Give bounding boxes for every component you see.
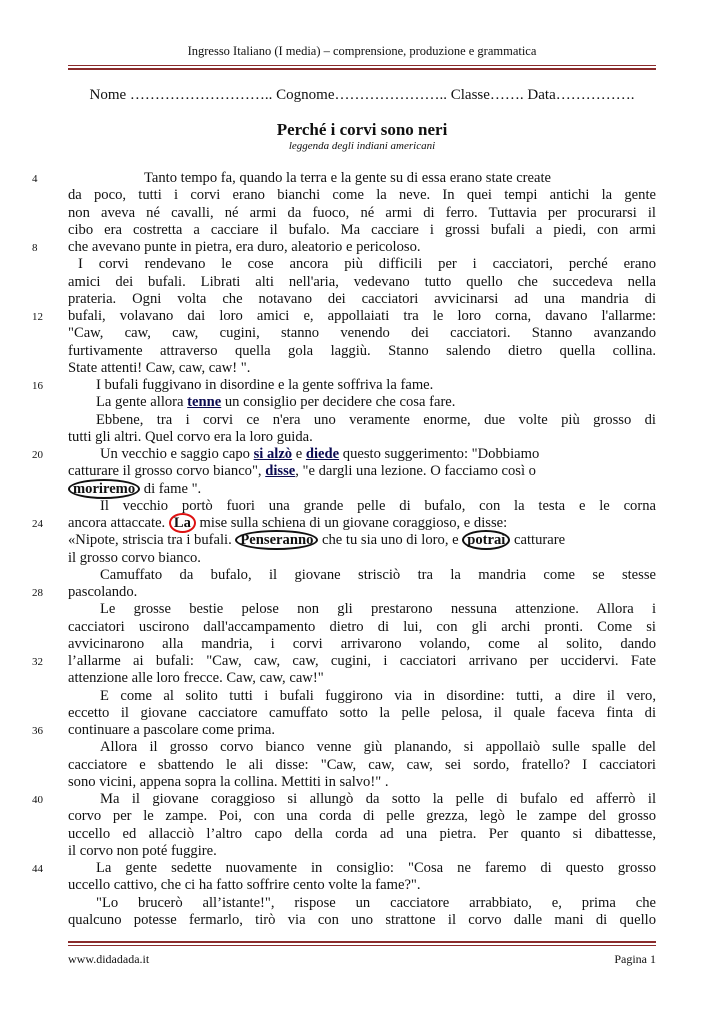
text-line: 36 continuare a pascolare come prima. bbox=[68, 722, 656, 739]
text-line: corvo per le zampe. Poi, con una corda di pelle grezza, legò le zampe del grosso bbox=[68, 808, 656, 825]
story-subtitle: leggenda degli indiani americani bbox=[288, 140, 436, 152]
text-line: Le grosse bestie pelose non gli prestarono nessuna attenzione. Allora i bbox=[100, 601, 656, 618]
text-line: I corvi rendevano le cose ancora più difficili per i cacciatori, perché erano bbox=[78, 256, 656, 273]
text-line: 20 Un vecchio e saggio capo si alzò e diede questo suggerimento: "Dobbiamo bbox=[68, 446, 656, 463]
header-rule-thick bbox=[68, 68, 656, 70]
footer-rule-thick bbox=[68, 941, 656, 943]
text-line: Allora il grosso corvo bianco venne giù planando, si appollaiò sulle spalle del bbox=[100, 739, 656, 756]
text-line: State attenti! Caw, caw, caw! ". bbox=[68, 359, 251, 376]
circled-pronoun: La bbox=[169, 513, 196, 533]
text-line: tutti gli altri. Quel corvo era la loro guida. bbox=[68, 428, 313, 445]
text-line: da poco, tutti i corvi erano bianchi come la neve. In quei tempi antichi la gente bbox=[68, 187, 656, 204]
highlighted-verb: si alzò bbox=[253, 446, 293, 462]
text-line: «Nipote, striscia tra i bufali. Penseranno che tu sia uno di loro, e potrai catturare bbox=[68, 532, 566, 549]
text-line: 16 I bufali fuggivano in disordine e la gente soffriva la fame. bbox=[68, 377, 656, 394]
footer-website: www.didadada.it bbox=[68, 952, 150, 966]
highlighted-verb: diede bbox=[305, 446, 340, 462]
story-title: Perché i corvi sono neri bbox=[276, 120, 448, 139]
text-line: La gente allora tenne un consiglio per decidere che cosa fare. bbox=[96, 394, 456, 411]
text-line: moriremo di fame ". bbox=[68, 481, 656, 498]
line-number: 12 bbox=[32, 311, 43, 323]
line-number: 20 bbox=[32, 449, 43, 461]
text-line: uccello ed allacciò l’altro capo della corda ad una pietra. Per quanto si dibattesse, bbox=[68, 825, 656, 842]
text-line: eccetto il giovane cacciatore camuffato sotto la pelle pelosa, il quale faceva finta di bbox=[68, 704, 656, 721]
text-line: Ebbene, tra i corvi ce n'era uno veramente enorme, due volte più grosso di bbox=[96, 411, 656, 428]
line-number: 4 bbox=[32, 173, 38, 185]
line-number: 44 bbox=[32, 863, 43, 875]
text-line: cibo era costretta a cacciare il bufalo. Ma cacciare i grossi bufali a piedi, con armi bbox=[68, 221, 656, 238]
circled-verb: moriremo bbox=[68, 479, 140, 499]
text-line: 24 ancora attaccate. La mise sulla schiena di un giovane coraggioso, e disse: bbox=[68, 515, 656, 532]
student-info-line: Nome ……………………….. Cognome………………….. Classe……. Data……………. bbox=[89, 87, 635, 103]
text-line: 40 Ma il giovane coraggioso si allungò da sotto la pelle di bufalo ed afferrò il bbox=[68, 791, 656, 808]
text-line: 32 l’allarme ai bufali: "Caw, caw, caw, cugini, i cacciatori arrivano per uccidervi. Fate bbox=[68, 653, 656, 670]
header-rule bbox=[68, 65, 656, 66]
text-line: E come al solito tutti i bufali fuggirono via in disordine: tutti, a dire il vero, bbox=[100, 687, 656, 704]
text-line: il grosso corvo bianco. bbox=[68, 549, 201, 566]
story-text bbox=[32, 170, 656, 929]
text-line: non aveva né cavalli, né armi da fuoco, né armi di ferro. Tuttavia per procurarsi il bbox=[68, 204, 656, 221]
circled-verb: Penseranno bbox=[235, 530, 318, 550]
text-line: amici dei bufali. Librati alti nell'aria, vedevano tutto quello che succedeva nella bbox=[68, 273, 656, 290]
text-line: "Lo brucerò all’istante!", rispose un cacciatore arrabbiato, e, prima che bbox=[96, 894, 656, 911]
footer-page-number: Pagina 1 bbox=[614, 952, 656, 966]
text-line: 12 bufali, volavano dai loro amici e, appollaiati tra le loro corna, davano l'allarme: bbox=[68, 308, 656, 325]
text-line: cacciatore e sbattendo le ali disse: "Caw, caw, caw, sei sordo, fratello? I cacciatori bbox=[68, 756, 656, 773]
text-line: Il vecchio portò fuori una grande pelle di bufalo, con la testa e le corna bbox=[100, 497, 656, 514]
text-line: cacciatori uscirono dall'accampamento dietro di lui, con gli archi pronti. Come si bbox=[68, 618, 656, 635]
text-line: avvicinarono alla mandria, i corvi arrivarono volando, come al solito, dando bbox=[68, 635, 656, 652]
text-line: 8 che avevano punte in pietra, era duro, aleatorio e pericoloso. bbox=[68, 239, 656, 256]
line-number: 8 bbox=[32, 242, 38, 254]
highlighted-verb: disse bbox=[265, 463, 296, 480]
line-number: 40 bbox=[32, 794, 43, 806]
line-number: 24 bbox=[32, 518, 43, 530]
text-line: prateria. Ogni volta che notavano dei cacciatori avvicinarsi ad una mandria di bbox=[68, 290, 656, 307]
text-line: catturare il grosso corvo bianco", disse, "e dargli una lezione. O facciamo così o bbox=[68, 463, 536, 480]
text-line: il corvo non poté fuggire. bbox=[68, 842, 217, 859]
text-line: attenzione alle loro frecce. Caw, caw, caw!" bbox=[68, 670, 324, 687]
text-line: furtivamente attraverso quella gola laggiù. Stanno salendo dietro quella collina. bbox=[68, 342, 656, 359]
line-number: 16 bbox=[32, 380, 43, 392]
highlighted-verb: tenne bbox=[187, 394, 222, 411]
line-number: 28 bbox=[32, 587, 43, 599]
footer-rule bbox=[68, 945, 656, 946]
text-line: sono vicini, appena sopra la collina. Mettiti in salvo!" . bbox=[68, 773, 389, 790]
line-number: 32 bbox=[32, 656, 43, 668]
text-line: uccello cattivo, che ci ha fatto soffrire cento volte la fame?". bbox=[68, 877, 421, 894]
text-line: qualcuno potesse fermarlo, tirò via con uno strattone il corvo dalle mani di quello bbox=[68, 911, 656, 928]
text-line: "Caw, caw, caw, cugini, stanno venendo dei cacciatori. Stanno avanzando bbox=[68, 325, 656, 342]
text-line: 28 pascolando. bbox=[68, 584, 656, 601]
text-line: 44 La gente sedette nuovamente in consiglio: "Cosa ne faremo di questo grosso bbox=[68, 860, 656, 877]
page-header: Ingresso Italiano (I media) – comprensione, produzione e grammatica bbox=[187, 44, 537, 58]
text-line: 4 Tanto tempo fa, quando la terra e la gente su di essa erano state create bbox=[68, 170, 656, 187]
text-line: Camuffato da bufalo, il giovane strisciò tra la mandria come se stesse bbox=[100, 566, 656, 583]
line-number: 36 bbox=[32, 725, 43, 737]
circled-verb: potrai bbox=[462, 530, 510, 550]
